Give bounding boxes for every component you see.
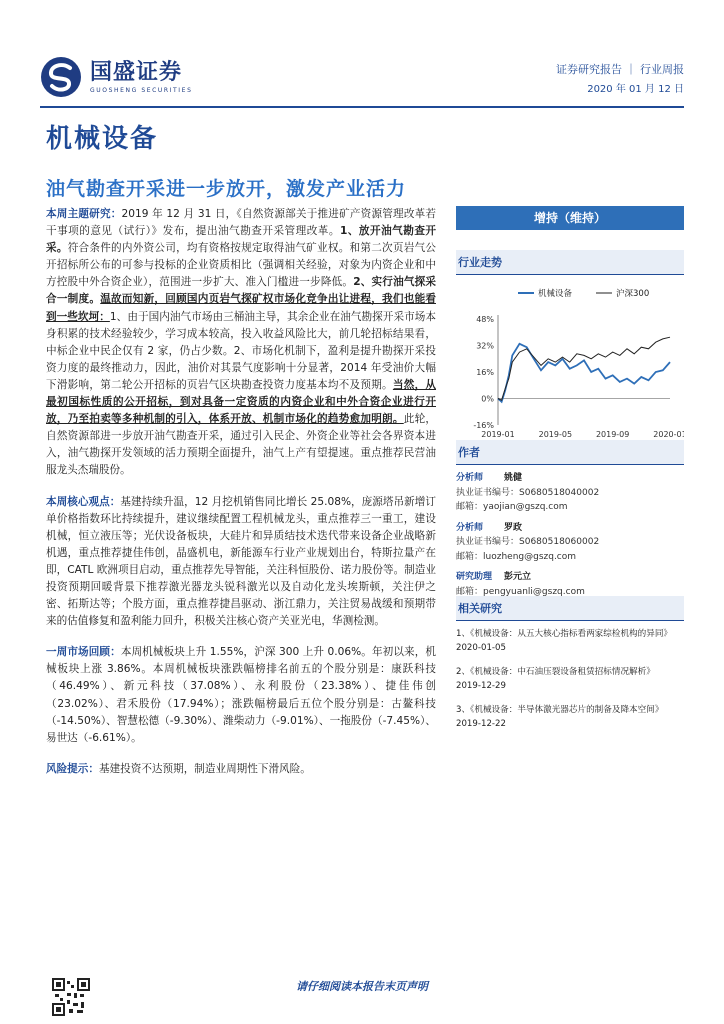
author-entry	[456, 570, 684, 599]
topic-point-1: 1、放开油气勘查开采。	[46, 225, 436, 255]
x-tick-label: 2019-09	[595, 430, 630, 439]
author-name: 姚健	[504, 473, 523, 483]
cert-label: 执业证书编号：	[456, 537, 520, 547]
related-item-date: 2020-01-05	[456, 643, 506, 653]
market-review-label: 一周市场回顾：	[46, 646, 121, 659]
rating-badge: 增持（维持）	[456, 206, 684, 230]
topic-text-f: 1、由于国内油气市场由三桶油主导，其余企业在油气勘探开采市场本身积累的技术经验较少，学习成本较高，投入收益风险比大，前几轮招标结果看，中标企业中民企仅有 2 家，仍占少数。2、市场化机制下，盈利是提升勘探开采投资力度的最终推动力，因此，油价对其景气度影响十分显著，2014 年受油价大幅下滑影响，第二轮公开招标的页岩气区块勘查投资力度基本均不及预期。	[46, 310, 436, 391]
author-role: 研究助理	[456, 572, 493, 582]
side-column	[456, 206, 684, 453]
brand-name: 国盛证券	[90, 59, 183, 85]
related-section-title: 相关研究	[456, 596, 684, 621]
sector-title: 机械设备	[46, 124, 159, 154]
cert-label: 执业证书编号：	[456, 487, 520, 498]
author-entry	[456, 471, 684, 515]
risk-paragraph	[46, 761, 436, 778]
brand-logo	[40, 56, 192, 98]
email-label: 邮箱：	[456, 586, 484, 597]
topic-text-h: 此轮，自然资源部进一步放开油气勘查开采，通过引入民企、外资企业等社会各界资本进入，油气勘探开发领域的活力预期全面提升，油气上产有望提速。重点推荐民营油服龙头杰瑞股份。	[46, 413, 437, 477]
legend-label: 沪深300	[616, 289, 650, 299]
brand-logo-icon	[40, 56, 82, 98]
email-label: 邮箱：	[456, 502, 484, 512]
related-item[interactable]	[456, 665, 684, 693]
author-name: 罗政	[504, 522, 523, 533]
report-type: 证券研究报告 ｜ 行业周报	[556, 63, 684, 76]
y-tick-label: 16%	[476, 368, 494, 377]
risk-label: 风险提示：	[46, 762, 99, 775]
topic-text-g: 当然，从最初国标性质的公开招标，到对具备一定资质的内资企业和中外合资企业进行开放，乃至拍卖等多种机制的引入，体系开放、机制市场化的趋势愈加明朗。	[46, 378, 437, 426]
x-tick-label: 2020-01	[653, 430, 684, 439]
main-body	[46, 206, 436, 792]
y-tick-label: -16%	[473, 421, 494, 430]
author-email[interactable]: luozheng@gszq.com	[483, 551, 577, 562]
core-view-label: 本周核心观点：	[46, 495, 121, 508]
y-tick-label: 0%	[481, 394, 494, 404]
topic-paragraph	[46, 206, 436, 480]
industry-trend-chart	[456, 279, 684, 449]
core-view-paragraph	[46, 494, 436, 631]
risk-text: 基建投资不达预期，制造业周期性下滑风险。	[98, 762, 311, 775]
related-item-title: 1、《机械设备：从五大核心指标看两家综检机构的异同》	[456, 629, 673, 639]
topic-text-a: 2019 年 12 月 31 日，《自然资源部关于推进矿产资源管理改革若干事项的意见（试行）》发布，提出油气勘查开采管理改革。	[46, 208, 436, 238]
report-date: 2020 年 01 月 12 日	[587, 84, 684, 95]
trend-section-title: 行业走势	[456, 250, 684, 275]
related-item-title: 3、《机械设备：半导体激光器芯片的制备及降本空间》	[456, 705, 664, 715]
author-cert: S0680518060002	[519, 537, 600, 547]
related-list	[456, 627, 684, 731]
related-item-title: 2、《机械设备：中石油压裂设备租赁招标情况解析》	[456, 667, 655, 677]
y-tick-label: 32%	[476, 341, 494, 351]
header-divider	[40, 106, 684, 108]
topic-text-e: 温故而知新，回顾国内页岩气探矿权市场化竞争出让进程，我们也能看到一些坎坷：	[46, 293, 436, 323]
report-meta	[556, 62, 684, 98]
author-email[interactable]: yaojian@gszq.com	[483, 502, 568, 512]
core-view-text: 基建持续升温，12 月挖机销售同比增长 25.08%，庞源塔吊新增订单价格指数环比持续提升，建议继续配置工程机械龙头，重点推荐三一重工，建设机械，恒立液压等；光伏设备板块，大硅片和异质结技术迭代带来设备企业战略新机遇，重点推荐捷佳伟创，晶盛机电，新能源车行业产业规划出台，特斯拉量产在即，CATL 欧洲项目启动，重点推荐先导智能，关注科恒股份、诺力股份等。制造业投资预期回暖背景下推荐激光器龙头锐科激光以及自动化龙头埃斯顿，关注伊之密、拓斯达等；个股方面，重点推荐捷昌驱动、浙江鼎力，关注贸易战缓和预期带来的估值修复和盈利能力回升，积极关注核心资产关亚光电，华测检测。	[46, 495, 437, 628]
related-item-date: 2019-12-29	[456, 681, 506, 691]
related-item[interactable]	[456, 703, 684, 731]
report-headline: 油气勘查开采进一步放开，激发产业活力	[46, 178, 407, 200]
x-tick-label: 2019-01	[481, 430, 515, 439]
footer-disclaimer: 请仔细阅读本报告末页声明	[296, 980, 428, 993]
author-entry	[456, 521, 684, 565]
related-item[interactable]	[456, 627, 684, 655]
brand-name-en: GUOSHENG SECURITIES	[90, 86, 193, 94]
author-name: 彭元立	[504, 572, 532, 582]
authors-section	[456, 440, 684, 599]
author-role: 分析师	[456, 522, 484, 533]
topic-text-c: 符合条件的内外资公司，均有资格按规定取得油气矿业权。和第二次页岩气公开招标所公布的可参与投标的企业资质相比（强调相关经验，对象为内资企业和中方控股中外合资企业），范围进一步扩大、准入门槛进一步降低。	[46, 242, 437, 289]
authors-section-title: 作者	[456, 440, 684, 465]
legend-label: 机械设备	[538, 289, 573, 299]
author-email[interactable]: pengyuanli@gszq.com	[483, 586, 585, 597]
related-research-section	[456, 596, 684, 741]
market-review-paragraph	[46, 644, 436, 747]
y-tick-label: 48%	[476, 315, 494, 324]
series-line-machinery	[498, 344, 670, 402]
email-label: 邮箱：	[456, 551, 484, 562]
x-tick-label: 2019-05	[538, 430, 573, 439]
author-role: 分析师	[456, 473, 484, 483]
author-cert: S0680518040002	[519, 487, 600, 498]
market-review-text: 本周机械板块上升 1.55%，沪深 300 上升 0.06%。年初以来，机械板块上涨 3.86%。本周机械板块涨跌幅榜排名前五的个股分别是：康跃科技（46.49%）、新元科技（37.08%）、永利股份（23.38%）、捷佳伟创（23.02%）、君禾股份（17.94%）；涨跌幅榜最后五位个股分别是：古鳌科技（-14.50%）、智慧松德（-9.30%）、潍柴动力（-9.01%）、一拖股份（-7.45%）、易世达（-6.61%）。	[46, 646, 437, 744]
topic-point-2: 2、实行油气探采合一制度。	[46, 276, 437, 306]
related-item-date: 2019-12-22	[456, 719, 506, 729]
topic-label: 本周主题研究：	[46, 208, 122, 220]
